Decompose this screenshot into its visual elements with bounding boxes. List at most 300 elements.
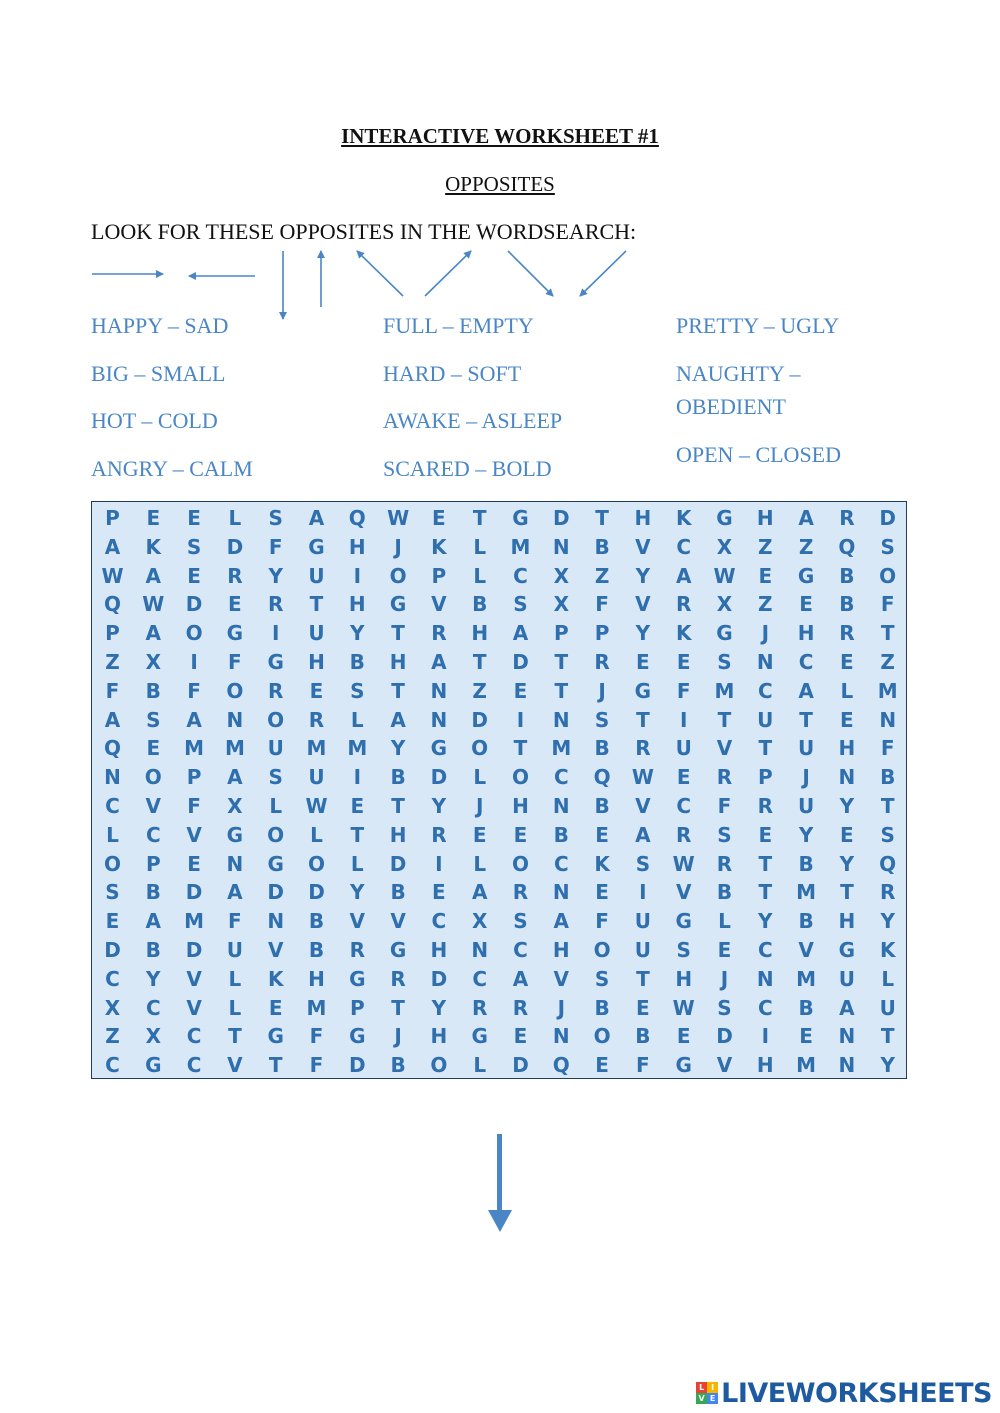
grid-cell[interactable]: T: [268, 1053, 283, 1078]
grid-cell[interactable]: M: [184, 909, 205, 934]
grid-cell[interactable]: J: [394, 534, 402, 559]
grid-cell[interactable]: D: [512, 1053, 529, 1078]
grid-cell[interactable]: X: [553, 592, 569, 617]
grid-cell[interactable]: B: [880, 765, 896, 790]
grid-cell[interactable]: T: [554, 678, 569, 703]
grid-cell[interactable]: E: [758, 563, 773, 588]
grid-cell[interactable]: S: [717, 650, 732, 674]
grid-cell[interactable]: U: [634, 938, 652, 962]
grid-cell[interactable]: E: [595, 880, 609, 905]
grid-cell[interactable]: B: [390, 880, 406, 905]
grid-cell[interactable]: P: [553, 621, 569, 646]
grid-cell[interactable]: N: [430, 678, 448, 703]
grid-cell[interactable]: B: [145, 678, 161, 703]
grid-cell[interactable]: N: [552, 880, 570, 905]
grid-cell[interactable]: G: [716, 506, 733, 530]
grid-cell[interactable]: P: [145, 851, 161, 876]
grid-cell[interactable]: S: [880, 534, 895, 559]
grid-cell[interactable]: E: [595, 1053, 609, 1078]
grid-cell[interactable]: D: [185, 938, 203, 962]
grid-cell[interactable]: T: [554, 650, 569, 674]
grid-cell[interactable]: G: [716, 621, 733, 646]
grid-cell[interactable]: F: [636, 1053, 650, 1078]
grid-cell[interactable]: O: [307, 851, 325, 876]
grid-cell[interactable]: J: [802, 765, 810, 790]
grid-cell[interactable]: T: [799, 707, 813, 732]
grid-cell[interactable]: G: [349, 1024, 366, 1049]
grid-cell[interactable]: T: [391, 995, 405, 1020]
grid-cell[interactable]: T: [880, 794, 895, 818]
grid-cell[interactable]: F: [105, 678, 120, 703]
grid-cell[interactable]: C: [513, 938, 528, 962]
grid-cell[interactable]: V: [186, 966, 202, 991]
grid-cell[interactable]: E: [840, 650, 854, 674]
grid-cell[interactable]: V: [635, 534, 651, 559]
grid-cell[interactable]: B: [798, 995, 814, 1020]
grid-cell[interactable]: B: [798, 909, 814, 934]
grid-cell[interactable]: O: [267, 822, 285, 847]
grid-cell[interactable]: B: [839, 563, 855, 588]
grid-cell[interactable]: N: [267, 909, 285, 934]
grid-cell[interactable]: L: [881, 966, 895, 991]
grid-cell[interactable]: T: [758, 851, 773, 876]
grid-cell[interactable]: D: [104, 938, 121, 962]
grid-cell[interactable]: T: [595, 506, 609, 530]
grid-cell[interactable]: K: [675, 621, 692, 646]
grid-cell[interactable]: V: [716, 736, 733, 761]
grid-cell[interactable]: B: [472, 592, 488, 617]
grid-cell[interactable]: F: [187, 678, 201, 703]
grid-cell[interactable]: Y: [635, 563, 651, 588]
grid-cell[interactable]: A: [553, 909, 570, 934]
grid-cell[interactable]: B: [390, 765, 406, 790]
grid-cell[interactable]: U: [308, 563, 325, 588]
grid-cell[interactable]: C: [186, 1053, 202, 1078]
grid-cell[interactable]: L: [350, 707, 364, 732]
grid-cell[interactable]: I: [761, 1024, 770, 1049]
grid-cell[interactable]: A: [227, 880, 243, 905]
grid-cell[interactable]: T: [391, 678, 405, 703]
grid-cell[interactable]: U: [675, 736, 692, 761]
grid-cell[interactable]: T: [309, 592, 324, 617]
grid-cell[interactable]: B: [349, 650, 365, 674]
grid-cell[interactable]: H: [552, 938, 570, 962]
grid-cell[interactable]: L: [310, 822, 323, 847]
grid-cell[interactable]: M: [306, 736, 327, 761]
grid-cell[interactable]: B: [553, 822, 569, 847]
grid-cell[interactable]: A: [227, 765, 243, 790]
grid-cell[interactable]: E: [146, 506, 161, 530]
grid-cell[interactable]: L: [228, 506, 242, 530]
grid-cell[interactable]: G: [226, 621, 244, 646]
grid-cell[interactable]: R: [349, 938, 365, 962]
grid-cell[interactable]: B: [145, 938, 161, 962]
grid-cell[interactable]: E: [799, 1024, 813, 1049]
grid-cell[interactable]: A: [798, 678, 814, 703]
grid-cell[interactable]: M: [306, 995, 327, 1020]
grid-cell[interactable]: G: [389, 592, 407, 617]
grid-cell[interactable]: O: [511, 851, 529, 876]
grid-cell[interactable]: A: [145, 621, 162, 646]
grid-cell[interactable]: F: [717, 794, 732, 818]
grid-cell[interactable]: P: [105, 621, 120, 646]
grid-cell[interactable]: E: [146, 736, 161, 761]
grid-cell[interactable]: L: [228, 995, 242, 1020]
grid-cell[interactable]: R: [227, 563, 243, 588]
grid-cell[interactable]: R: [879, 880, 896, 905]
grid-cell[interactable]: X: [227, 794, 243, 818]
grid-cell[interactable]: A: [471, 880, 488, 905]
grid-cell[interactable]: N: [838, 1024, 856, 1049]
grid-cell[interactable]: N: [552, 707, 570, 732]
grid-cell[interactable]: V: [635, 592, 651, 617]
grid-cell[interactable]: N: [471, 938, 489, 962]
grid-cell[interactable]: K: [267, 966, 284, 991]
grid-cell[interactable]: E: [187, 506, 201, 530]
grid-cell[interactable]: V: [349, 909, 366, 934]
grid-cell[interactable]: B: [594, 995, 610, 1020]
grid-cell[interactable]: S: [105, 880, 120, 905]
grid-cell[interactable]: Y: [839, 851, 855, 876]
grid-cell[interactable]: F: [880, 592, 895, 617]
grid-cell[interactable]: D: [185, 592, 203, 617]
grid-cell[interactable]: H: [389, 650, 407, 674]
grid-cell[interactable]: T: [391, 794, 405, 818]
grid-cell[interactable]: I: [639, 880, 647, 905]
grid-cell[interactable]: Z: [105, 1024, 120, 1049]
grid-cell[interactable]: F: [676, 678, 691, 703]
grid-cell[interactable]: Y: [798, 822, 814, 847]
grid-cell[interactable]: X: [104, 995, 121, 1020]
grid-cell[interactable]: T: [636, 966, 650, 991]
grid-cell[interactable]: T: [758, 880, 773, 905]
grid-cell[interactable]: E: [472, 822, 487, 847]
grid-cell[interactable]: A: [839, 995, 855, 1020]
grid-cell[interactable]: J: [598, 678, 606, 703]
grid-cell[interactable]: E: [676, 1024, 691, 1049]
grid-cell[interactable]: R: [308, 707, 325, 732]
grid-cell[interactable]: M: [347, 736, 368, 761]
grid-cell[interactable]: B: [594, 534, 610, 559]
grid-cell[interactable]: E: [432, 880, 446, 905]
grid-cell[interactable]: U: [797, 794, 815, 818]
grid-cell[interactable]: V: [553, 966, 570, 991]
grid-cell[interactable]: F: [595, 592, 609, 617]
grid-cell[interactable]: R: [675, 592, 692, 617]
grid-cell[interactable]: A: [308, 506, 325, 530]
grid-cell[interactable]: U: [757, 707, 774, 732]
grid-cell[interactable]: V: [186, 995, 202, 1020]
grid-cell[interactable]: E: [105, 909, 120, 934]
grid-cell[interactable]: R: [390, 966, 406, 991]
grid-cell[interactable]: G: [349, 966, 366, 991]
grid-cell[interactable]: E: [309, 678, 324, 703]
grid-cell[interactable]: M: [510, 534, 531, 559]
grid-cell[interactable]: V: [145, 794, 162, 818]
grid-cell[interactable]: L: [269, 794, 283, 818]
grid-cell[interactable]: N: [838, 1053, 856, 1078]
grid-cell[interactable]: B: [716, 880, 733, 905]
grid-cell[interactable]: C: [105, 1053, 120, 1078]
grid-cell[interactable]: O: [511, 765, 529, 790]
grid-cell[interactable]: H: [308, 966, 325, 991]
grid-cell[interactable]: M: [714, 678, 735, 703]
grid-cell[interactable]: O: [226, 678, 244, 703]
grid-cell[interactable]: J: [475, 794, 484, 818]
grid-cell[interactable]: H: [675, 966, 693, 991]
grid-cell[interactable]: U: [797, 736, 815, 761]
grid-cell[interactable]: B: [390, 1053, 406, 1078]
grid-cell[interactable]: N: [430, 707, 448, 732]
grid-cell[interactable]: N: [552, 794, 570, 818]
grid-cell[interactable]: X: [716, 592, 733, 617]
grid-cell[interactable]: Y: [431, 794, 447, 818]
grid-cell[interactable]: G: [267, 1024, 284, 1049]
grid-cell[interactable]: K: [594, 851, 610, 876]
grid-cell[interactable]: Z: [105, 650, 120, 674]
grid-cell[interactable]: G: [267, 851, 284, 876]
grid-cell[interactable]: Y: [880, 909, 895, 934]
grid-cell[interactable]: A: [145, 909, 162, 934]
grid-cell[interactable]: D: [226, 534, 244, 559]
grid-cell[interactable]: S: [268, 506, 283, 530]
grid-cell[interactable]: I: [679, 707, 688, 732]
grid-cell[interactable]: R: [267, 592, 284, 617]
grid-cell[interactable]: R: [716, 765, 733, 790]
grid-cell[interactable]: F: [595, 909, 609, 934]
grid-cell[interactable]: L: [473, 534, 487, 559]
grid-cell[interactable]: S: [268, 765, 283, 790]
grid-cell[interactable]: H: [797, 621, 815, 646]
grid-cell[interactable]: C: [105, 966, 120, 991]
grid-cell[interactable]: E: [513, 822, 528, 847]
grid-cell[interactable]: P: [594, 621, 610, 646]
grid-cell[interactable]: I: [435, 851, 443, 876]
grid-cell[interactable]: X: [716, 534, 733, 559]
grid-cell[interactable]: F: [228, 909, 242, 934]
grid-cell[interactable]: M: [796, 966, 817, 991]
grid-cell[interactable]: G: [471, 1024, 488, 1049]
grid-cell[interactable]: N: [756, 966, 774, 991]
grid-cell[interactable]: D: [512, 650, 529, 674]
grid-cell[interactable]: H: [634, 506, 652, 530]
grid-cell[interactable]: W: [713, 563, 736, 588]
grid-cell[interactable]: A: [635, 822, 651, 847]
grid-cell[interactable]: N: [838, 765, 856, 790]
grid-cell[interactable]: M: [184, 736, 205, 761]
grid-cell[interactable]: U: [308, 765, 325, 790]
grid-cell[interactable]: Y: [431, 995, 447, 1020]
grid-cell[interactable]: H: [838, 909, 856, 934]
grid-cell[interactable]: T: [472, 506, 487, 530]
grid-cell[interactable]: L: [473, 563, 487, 588]
grid-cell[interactable]: D: [308, 880, 325, 905]
grid-cell[interactable]: Q: [879, 851, 897, 876]
grid-cell[interactable]: R: [757, 794, 773, 818]
grid-cell[interactable]: T: [880, 621, 895, 646]
grid-cell[interactable]: E: [676, 650, 691, 674]
grid-cell[interactable]: C: [676, 794, 692, 818]
grid-cell[interactable]: U: [634, 909, 652, 934]
grid-cell[interactable]: F: [880, 736, 895, 761]
grid-cell[interactable]: B: [798, 851, 814, 876]
grid-cell[interactable]: M: [551, 736, 572, 761]
grid-cell[interactable]: T: [880, 1024, 895, 1049]
grid-cell[interactable]: S: [513, 592, 528, 617]
grid-cell[interactable]: G: [308, 534, 325, 559]
grid-cell[interactable]: S: [350, 678, 365, 703]
grid-cell[interactable]: Y: [268, 563, 283, 588]
grid-cell[interactable]: U: [267, 736, 284, 761]
grid-cell[interactable]: I: [353, 765, 362, 790]
grid-cell[interactable]: M: [224, 736, 245, 761]
grid-cell[interactable]: H: [471, 621, 489, 646]
grid-cell[interactable]: C: [186, 1024, 202, 1049]
grid-cell[interactable]: E: [758, 822, 773, 847]
grid-cell[interactable]: M: [796, 1053, 817, 1078]
grid-cell[interactable]: R: [267, 678, 284, 703]
grid-cell[interactable]: M: [877, 678, 898, 703]
grid-cell[interactable]: N: [552, 1024, 570, 1049]
grid-cell[interactable]: I: [353, 563, 362, 588]
grid-cell[interactable]: I: [271, 621, 280, 646]
grid-cell[interactable]: V: [716, 1053, 733, 1078]
grid-cell[interactable]: V: [675, 880, 692, 905]
grid-cell[interactable]: W: [672, 851, 695, 876]
grid-cell[interactable]: A: [186, 707, 202, 732]
grid-cell[interactable]: D: [267, 880, 284, 905]
grid-cell[interactable]: S: [594, 707, 610, 732]
grid-cell[interactable]: R: [471, 995, 488, 1020]
grid-cell[interactable]: L: [228, 966, 242, 991]
grid-cell[interactable]: N: [879, 707, 897, 732]
grid-cell[interactable]: O: [267, 707, 285, 732]
grid-cell[interactable]: K: [145, 534, 162, 559]
grid-cell[interactable]: R: [635, 736, 651, 761]
grid-cell[interactable]: O: [430, 1053, 448, 1078]
grid-cell[interactable]: U: [879, 995, 896, 1020]
grid-cell[interactable]: V: [267, 938, 284, 962]
grid-cell[interactable]: F: [268, 534, 283, 559]
grid-cell[interactable]: Y: [146, 966, 161, 991]
grid-cell[interactable]: B: [594, 736, 610, 761]
grid-cell[interactable]: D: [185, 880, 203, 905]
grid-cell[interactable]: H: [756, 506, 774, 530]
grid-cell[interactable]: A: [675, 563, 692, 588]
grid-cell[interactable]: E: [676, 765, 691, 790]
grid-cell[interactable]: C: [553, 851, 569, 876]
grid-cell[interactable]: H: [308, 650, 325, 674]
grid-cell[interactable]: W: [631, 765, 654, 790]
grid-cell[interactable]: N: [756, 650, 774, 674]
grid-cell[interactable]: V: [186, 822, 202, 847]
grid-cell[interactable]: F: [228, 650, 242, 674]
grid-cell[interactable]: X: [553, 563, 569, 588]
grid-cell[interactable]: D: [348, 1053, 366, 1078]
grid-cell[interactable]: E: [595, 822, 609, 847]
grid-cell[interactable]: J: [761, 621, 770, 646]
grid-cell[interactable]: Y: [880, 1053, 895, 1078]
grid-cell[interactable]: T: [391, 621, 405, 646]
grid-cell[interactable]: A: [798, 506, 814, 530]
grid-cell[interactable]: G: [675, 1053, 692, 1078]
grid-cell[interactable]: D: [716, 1024, 733, 1049]
grid-cell[interactable]: S: [594, 966, 610, 991]
grid-cell[interactable]: J: [720, 966, 729, 991]
grid-cell[interactable]: A: [104, 534, 121, 559]
grid-cell[interactable]: Q: [103, 736, 121, 761]
grid-cell[interactable]: C: [145, 995, 161, 1020]
grid-cell[interactable]: O: [471, 736, 489, 761]
grid-cell[interactable]: E: [636, 650, 650, 674]
grid-cell[interactable]: Y: [758, 909, 773, 934]
grid-cell[interactable]: N: [552, 534, 570, 559]
grid-cell[interactable]: H: [430, 1024, 448, 1049]
grid-cell[interactable]: V: [227, 1053, 243, 1078]
grid-cell[interactable]: I: [190, 650, 198, 674]
grid-cell[interactable]: E: [840, 822, 854, 847]
grid-cell[interactable]: C: [757, 678, 773, 703]
grid-cell[interactable]: R: [512, 880, 529, 905]
grid-cell[interactable]: R: [839, 506, 855, 530]
grid-cell[interactable]: F: [187, 794, 201, 818]
grid-cell[interactable]: G: [389, 938, 407, 962]
grid-cell[interactable]: U: [838, 966, 856, 991]
grid-cell[interactable]: U: [226, 938, 244, 962]
grid-cell[interactable]: G: [267, 650, 284, 674]
grid-cell[interactable]: A: [512, 966, 529, 991]
grid-cell[interactable]: G: [512, 506, 529, 530]
grid-cell[interactable]: Z: [472, 678, 487, 703]
grid-cell[interactable]: L: [473, 765, 487, 790]
grid-cell[interactable]: L: [718, 909, 731, 934]
grid-cell[interactable]: C: [553, 765, 569, 790]
grid-cell[interactable]: Q: [838, 534, 856, 559]
grid-cell[interactable]: C: [105, 794, 120, 818]
grid-cell[interactable]: E: [513, 1024, 528, 1049]
grid-cell[interactable]: R: [431, 822, 447, 847]
grid-cell[interactable]: E: [350, 794, 365, 818]
grid-cell[interactable]: E: [799, 592, 813, 617]
grid-cell[interactable]: P: [349, 995, 365, 1020]
grid-cell[interactable]: H: [348, 592, 366, 617]
grid-cell[interactable]: B: [594, 794, 610, 818]
grid-cell[interactable]: O: [144, 765, 162, 790]
grid-cell[interactable]: E: [432, 506, 446, 530]
grid-cell[interactable]: N: [104, 765, 121, 790]
grid-cell[interactable]: L: [473, 1053, 487, 1078]
grid-cell[interactable]: M: [796, 880, 817, 905]
grid-cell[interactable]: A: [512, 621, 529, 646]
grid-cell[interactable]: I: [516, 707, 525, 732]
grid-cell[interactable]: Z: [594, 563, 610, 588]
grid-cell[interactable]: G: [675, 909, 692, 934]
grid-cell[interactable]: D: [389, 851, 407, 876]
grid-cell[interactable]: E: [187, 563, 201, 588]
grid-cell[interactable]: S: [717, 995, 732, 1020]
grid-cell[interactable]: G: [797, 563, 815, 588]
grid-cell[interactable]: C: [757, 938, 773, 962]
grid-cell[interactable]: K: [879, 938, 896, 962]
grid-cell[interactable]: D: [430, 966, 448, 991]
grid-cell[interactable]: R: [431, 621, 447, 646]
grid-cell[interactable]: W: [305, 794, 328, 818]
grid-cell[interactable]: H: [389, 822, 407, 847]
grid-cell[interactable]: A: [145, 563, 162, 588]
grid-cell[interactable]: R: [594, 650, 610, 674]
grid-cell[interactable]: X: [145, 650, 161, 674]
grid-cell[interactable]: O: [879, 563, 897, 588]
